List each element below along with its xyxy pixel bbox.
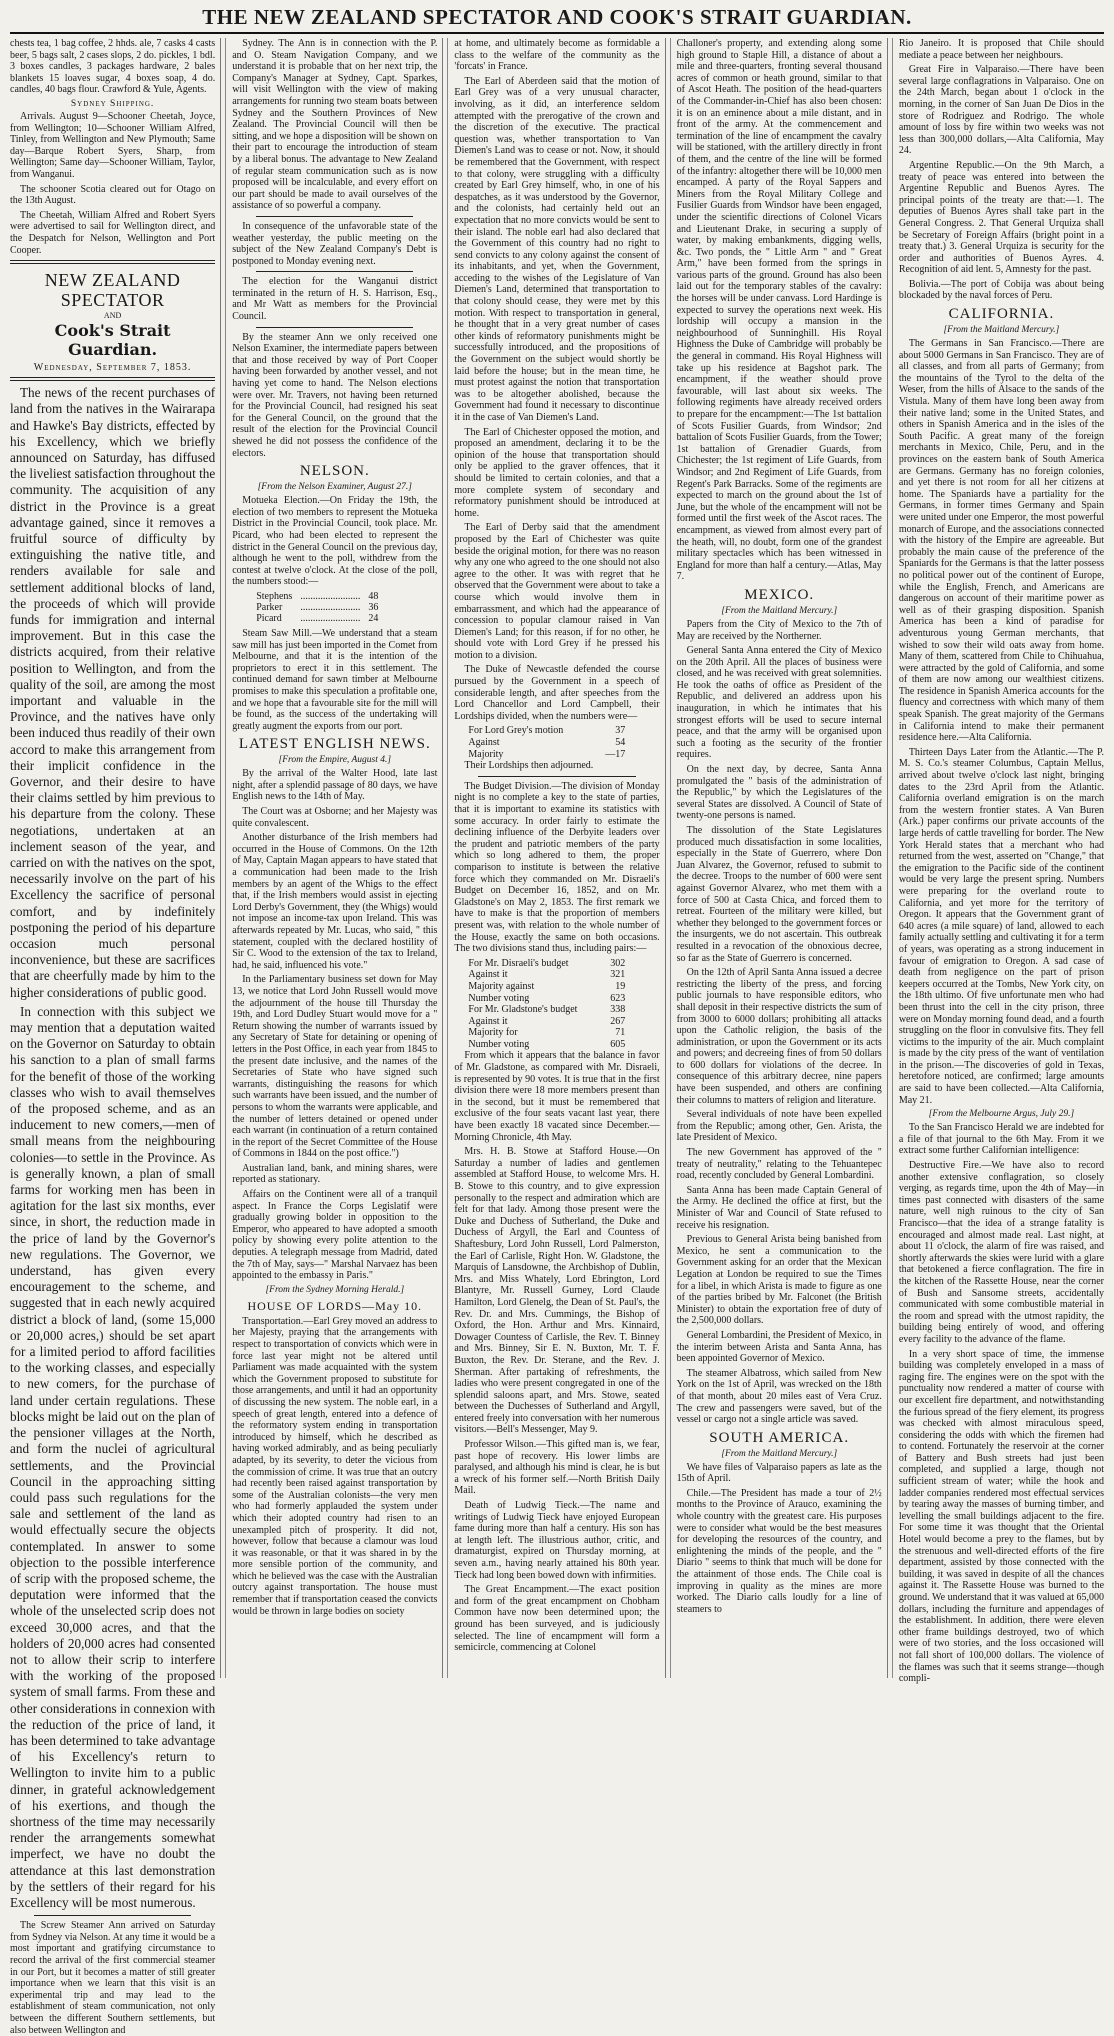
- article-paragraph: Affairs on the Continent were all of a tranquil aspect. In France the Corps Legislatif were gradually growing bolder in opposition to the Emperor, who appeared to have adopted a smooth policy by showing every polite attention to the deputies. A telegraph message from Madrid, dated the 7th of May, says—" Marshal Narvaez has been appointed to the embassy in Paris.": [232, 1189, 438, 1282]
- shipping-advertised: The Cheetah, William Alfred and Robert Syers were advertised to sail for Wellington direct, and the Despatch for Nelson, Wellington and Port Cooper.: [10, 209, 216, 256]
- shipping-arrivals: Arrivals. August 9—Schooner Cheetah, Joyce, from Wellington; 10—Schooner William Alfred, Tinley, from Wellington and New Plymouth; Same day—Barque Robert Syers, Sharp, from Wellington; Same day—Schooner William, Taylor, from Wanganui.: [10, 110, 216, 180]
- article-paragraph: From which it appears that the balance in favor of Mr. Gladstone, as compared with Mr. Disraeli, is represented by 90 votes. It is true that in the first division there were 18 more members present than in the second, but it must be remembered that exclusive of the four seats vacant last year, there have been exactly 18 vacated since December.—Morning Chronicle, 4th May.: [454, 1050, 660, 1143]
- article-paragraph: Death of Ludwig Tieck.—The name and writings of Ludwig Tieck have enjoyed European fame during more than half a century. His son has at length left. The illustrious author, critic, and dramaturgist, expired on Thursday morning, at seven a.m., having nearly attained his 80th year. Tieck had long been bowed down with infirmities.: [454, 1500, 660, 1581]
- poll-row: Parker ........................ 36: [252, 602, 382, 613]
- source-note: [From the Maitland Mercury.]: [943, 325, 1060, 336]
- article-paragraph: Sydney. The Ann is in connection with the P. and O. Steam Navigation Company, and we understand it is probable that on her next trip, the Company's Manager at Sydney, Capt. Sparkes, will visit Wellington with the view of making arrangements for running two steam boats between Sydney and the Southern Provinces of New Zealand. The Provincial Council will then be sitting, and we hope a disposition will be shown on their part to encourage the introduction of steam by a liberal bonus. The advantage to New Zealand of regular steam communication such as is now proposed will be incalculable, and every effort on our part should be made to avail ourselves of the assistance of so powerful a company.: [232, 38, 438, 212]
- paper-subtitle: Cook's Strait Guardian.: [54, 321, 171, 360]
- division-value: 338: [610, 1004, 626, 1016]
- article-paragraph: Australian land, bank, and mining shares, were reported as stationary.: [232, 1162, 438, 1186]
- article-paragraph: On the next day, by decree, Santa Anna promulgated the " basis of the administration of the Republic," by which the Legislatures of the several States are dissolved. A Council of State of twenty-one persons is named.: [676, 764, 882, 822]
- candidate-name: Parker: [256, 601, 283, 613]
- article-paragraph: Professor Wilson.—This gifted man is, we fear, past hope of recovery. His lower limbs are paralysed, and although his mind is clear, he is but a wreck of his former self.—North British Daily Mail.: [454, 1439, 660, 1497]
- source-note: [From the Empire, August 4.]: [278, 755, 392, 766]
- article-paragraph: Chile.—The President has made a tour of 2½ months to the Province of Arauco, examining the whole country with the greatest care. His purposes were to consider what would be the best measures for developing the resources of the country, and enlightening the minds of the people, and the " Diario " seems to think that much will be done for the attainment of those ends. The Chile coal is improving in quality as the mines are more worked. The Diario calls loudly for a line of steamers to: [676, 1487, 882, 1615]
- divider: [10, 377, 215, 381]
- article-paragraph: The Great Encampment.—The exact position and form of the great encampment on Chobham Common have now been determined upon; the ground has been surveyed, and is judiciously selected. The line of encampment will form a semicircle, commencing at Colonel: [454, 1584, 660, 1654]
- poll-row: Picard ........................ 24: [252, 613, 382, 624]
- division-row: [468, 969, 625, 981]
- article-paragraph: The Court was at Osborne; and her Majesty was quite convalescent.: [232, 806, 438, 829]
- article-paragraph: By the arrival of the Walter Hood, late last night, after a splendid passage of 80 days, we have English news to the 14th of May.: [232, 768, 438, 803]
- division-row: [468, 1039, 625, 1051]
- division-label: Against: [468, 737, 500, 749]
- candidate-votes: 24: [368, 612, 379, 624]
- division-row: [468, 737, 625, 749]
- shipping-heading: Sydney Shipping.: [70, 98, 155, 109]
- column-1: [10, 38, 216, 2036]
- division-label: For Mr. Disraeli's budget: [468, 957, 569, 969]
- article-paragraph: Previous to General Arista being banished from Mexico, he sent a communication to the Government asking for an order that the Mexican Legation at London be required to sue the Times for a libel, in which Arista is made to figure as one of the parties bribed by Mr. Falconet (the British Minister) to obtain the exportation free of duty of the 2,500,000 dollars.: [676, 1234, 882, 1327]
- divider: [34, 1915, 191, 1916]
- division-label: Against it: [468, 1015, 508, 1027]
- columns: [10, 38, 1105, 2036]
- column-2: [225, 38, 437, 1678]
- article-paragraph: Challoner's property, and extending along some high ground to Staple Hill, a distance of about a mile and three-quarters, fronting several thousand acres of common or heath ground, similar to that of Ascot Heath. The position of the head-quarters of the Commander-in-Chief has also been chosen: it is on an eminence about a mile distant, and in front of the army. At the commencement and termination of the line of encampment the cavalry will be stationed, with the artillery directly in front of them, and the centre of the line will be formed of the infantry: altogether there will be 10,000 men encamped. A party of the Royal Sappers and Miners from the Royal Military College and Fusilier Guards from Windsor have been engaged, under the scientific directions of Colonel Vicars and Lieutenant Drake, in securing a supply of water, by making embankments, digging wells, &c. Two ponds, the " Little Arm " and " Great Arm," have been formed from the springs in various parts of the ground. Ground has also been laid out for the temporary stables of the cavalry: the horses will be under canvass. Lord Hardinge is expected to survey the operations next week. His lordship will occupy a mansion in the neighbourhood of Sunninghill. His Royal Highness the Duke of Cambridge will probably be the general in command. His Royal Highness will take up his residence at Bagshot park. The encampment, if the weather should prove favourable, will last about six weeks. The following regiments have already received orders to prepare for the encampment:—The 1st battalion of Scots Fusilier Guards, from Windsor; 2nd battalion of Scots Fusilier Guards, from the Tower; 1st battalion of Grenadier Guards, from Chichester; the 1st regiment of Life Guards, from Windsor; and 2nd Regiment of Life Guards, from Regent's Park Barracks. Some of the regiments are expected to march on the ground about the 1st of June, but the whole of the encampment will not be formed until the first week of the Ascot races. The encampment, as viewed from almost every part of the heath, will, no doubt, form one of the grandest military spectacles which has been witnessed in England for more than half a century.—Atlas, May 7.: [676, 38, 882, 583]
- article-paragraph: The Earl of Derby said that the amendment proposed by the Earl of Chichester was quite beside the original motion, for there was no reason why any one who agreed to the one should not also agree to the other. It was with regret that he observed that the Government were about to take a course which would involve them in embarrassment, and which had the appearance of concession to popular clamour raised in Van Diemen's Land; for this reason, if for no other, he should vote with Lord Grey if he pressed his motion to a division.: [454, 522, 660, 661]
- article-paragraph: Papers from the City of Mexico to the 7th of May are received by the Northerner.: [676, 618, 882, 642]
- section-title-mexico: MEXICO.: [744, 586, 815, 603]
- article-paragraph: The Budget Division.—The division of Monday night is no complete a key to the state of parties, that it is important to examine its statistics with some accuracy. In order fairly to estimate the declining influence of the Derbyite leaders over the prudent and patriotic members of the party which so long adhered to them, the proper comparison to institute is between the relative force which they commanded on Mr. Disraeli's Budget on December 16, 1852, and on Mr. Gladstone's on May 2, 1853. The first remark we have to make is that the proportion of members present was, with relation to the whole number of the House, exactly the same on both occasions. The two divisions stand thus, including pairs:—: [454, 780, 660, 955]
- division-row: [468, 993, 625, 1005]
- divider: [256, 327, 413, 328]
- division-value: 54: [615, 737, 626, 749]
- section-title-south-america: SOUTH AMERICA.: [709, 1429, 850, 1446]
- division-label: Majority against: [468, 980, 535, 992]
- source-note: [From the Melbourne Argus, July 29.]: [928, 1109, 1075, 1120]
- editorial-paragraph: In connection with this subject we may mention that a deputation waited on the Governor on Saturday to obtain his sanction to a plan of small farms for the benefit of those of the working classes who wish to avail themselves of the proposed scheme, and as an inducement to new comers,—men of small means from the neighbouring colonies—to settle in the Province. As is generally known, a plan of small farms for working men has been in agitation for the last six months, ever since, in short, the reduction made in the price of land by the Governor's new regulations. The Governor, we understand, has given every encouragement to the scheme, and suggested that in each newly acquired district a block of land, (some 15,000 or 20,000 acres,) should be set apart for a limited period to afford facilities to the working classes, and especially to new comers, for the purchase of land under certain regulations. These blocks might be laid out on the plan of the pensioner villages at the North, and form the nuclei of agricultural settlements, and the Provincial Council in the approaching sitting could pass such regulations for the sale and settlement of the land as would effectually secure the objects contemplated. In answer to some objection to the possible interference of scrip with the proposed scheme, the deputation were informed that the whole of the unselected scrip does not exceed 30,000 acres, and that the holders of 20,000 acres had consented not to allow their scrip to interfere with the working of the proposed system of small farms. From these and other considerations in connexion with the reduction of the price of land, it has been determined to take advantage of his Excellency's return to Wellington to invite him to a public dinner, in grateful acknowledgement of his exertions, and though the shortness of the time may necessarily render the arrangements somewhat imperfect, we have no doubt the attendance at this last demonstration by the settlers of their regard for his Excellency will be most numerous.: [10, 1003, 216, 1910]
- division-value: 71: [615, 1027, 626, 1039]
- section-title-latest-news: LATEST ENGLISH NEWS.: [238, 736, 431, 753]
- article-paragraph: We have files of Valparaiso papers as late as the 15th of April.: [676, 1461, 882, 1485]
- divider: [256, 271, 413, 272]
- article-paragraph: To the San Francisco Herald we are indebted for a file of that journal to the 6th May. From it we extract some further Californian intelligence:: [898, 1122, 1105, 1157]
- section-title-california: CALIFORNIA.: [948, 306, 1055, 323]
- division-value: 37: [615, 725, 626, 737]
- article-paragraph: Steam Saw Mill.—We understand that a steam saw mill has just been imported in the Comet from Melbourne, and that it is the intention of the proprietors to erect it in this settlement. The continued demand for sawn timber at Melbourne promises to make this speculation a profitable one, and we hope that a favourable site for the mill will be found, as the success of the undertaking will greatly augment the exports from our port.: [232, 627, 438, 732]
- article-paragraph: In the Parliamentary business set down for May 13, we notice that Lord John Russell would move the adjournment of the house till Thursday the 19th, and Lord Dudley Stuart would move for a " Return showing the number of warrants issued by any Secretary of State for detaining or opening of letters in the Post Office, in each year from 1845 to the present date inclusive, and the names of the Secretaries of State who have signed such warrants, distinguishing the reasons for which such warrants have been issued, and the number of persons to whom the warrants were applicable, and the number of letters detained or opened under each warrant (in continuation of a return contained in the report of the Secret Committee of the House of Commons in 1844 on the post office."): [232, 974, 438, 1160]
- poll-row: Stephens ........................ 48: [252, 591, 382, 602]
- divider: [478, 776, 635, 777]
- article-paragraph: Transportation.—Earl Grey moved an address to her Majesty, praying that the arrangements with respect to transportation of convicts which were in force last year might not be altered until Parliament was made acquainted with the system which the Government proposed to substitute for those arrangements, and until it had an opportunity of discussing the new system. The noble earl, in a speech of great length, entered into a defence of the reformatory system ending in transportation introduced by himself, which he described as having worked admirably, and as being peculiarly adapted, by its severity, to deter the vicious from the commission of crime. It was true that an outcry had recently been raised against transportation by some of the Australian colonists—the very men who had formerly applauded the system under which their adopted country had risen to an unexampled pitch of prosperity. It did not, however, follow that because a clamour was loud it was reasonable, or that it was shared in by the more sensible portion of the community, and which he believed was the case with the Australian outcry against transportation. The house must remember that if transportation ceased the convicts would be thrown in large bodies on society: [232, 1315, 438, 1617]
- article-paragraph: The new Government has approved of the " treaty of neutrality," relating to the Tehuantepec road, recently concluded by General Lombardini.: [676, 1147, 882, 1182]
- masthead: THE NEW ZEALAND SPECTATOR AND COOK'S STRAIT GUARDIAN.: [10, 4, 1104, 34]
- article-paragraph: Great Fire in Valparaiso.—There have been several large conflagrations in Valparaiso. One on the 24th March, began about 1 o'clock in the morning, in the corner of San Juan De Dios in the store of Rodriguez and Rodrigo. The whole amount of loss by fire within two weeks was not less than 300,000 dollars,—Alta California, May 24.: [898, 64, 1105, 157]
- division-value: 302: [610, 957, 626, 969]
- divider: [256, 216, 413, 217]
- section-title-house-of-lords: HOUSE OF LORDS—May 10.: [247, 1298, 423, 1313]
- source-note: [From the Nelson Examiner, August 27.]: [257, 482, 412, 493]
- article-paragraph: Their Lordships then adjourned.: [464, 760, 594, 772]
- division-row: [468, 1027, 625, 1039]
- division-value: 19: [615, 980, 626, 992]
- division-label: Number voting: [468, 992, 530, 1004]
- article-paragraph: Argentine Republic.—On the 9th March, a treaty of peace was entered into between the Argentine Republic and Buenos Ayres. The principal points of the treaty are that:—1. The deputies of Buenos Ayres shall take part in the General Congress. 2. That General Urquiza shall be Secretary of Foreign Affairs (bright point in a treaty that.) 3. General Urquiza is security for the order and authorities of Buenos Ayres. 4. Recognition of aid lent. 5, Amnesty for the past.: [898, 159, 1105, 276]
- article-paragraph: Several individuals of note have been expelled from the Republic; among other, Gen. Arista, the late President of Mexico.: [676, 1109, 882, 1144]
- article-paragraph: The election for the Wanganui district terminated in the return of H. S. Harrison, Esq., and Mr Watt as members for the Provincial Council.: [232, 276, 438, 323]
- candidate-name: Stephens: [256, 590, 293, 602]
- article-paragraph: The Germans in San Francisco.—There are about 5000 Germans in San Francisco. They are of all classes, and from all parts of Germany; from the mountains of the Tyrol to the delta of the Weser, from the hills of Alsace to the sands of the Vistula. Many of them have long been away from their native land; some in the United States, and others in Spanish America and in the isles of the South Pacific. A great many of the foreign merchants in Mexico, Chile, Peru, and in the provinces on the eastern bank of South America are Germans. Germany has no foreign colonies, and yet there is not room for all her citizens at home. The Spaniards have a partiality for the Germans, in former times Germany and Spain were united under one Emperor, the most powerful monarch of Europe, and the associations connected with the history of the Empire are agreeable. But probably the main cause of the preference of the Spaniards for the Germans is that the latter possess no political power out of the continent of Europe, while the English, French, and Americans are dangerous on account of their maritime power as well as of their grasping disposition. Spanish America has been a kind of paradise for adventurous young German merchants, that wished to sow their wild oats away from home. Many of them, scattered from Chile to Chihuahua, were attracted by the gold of California, and some of them are now among our wealthiest citizens. The residence in Spanish America accounts for the fluency and correctness with which many of them speak Spanish. The great majority of the Germans in California intend to make their permanent residence here.—Alta California.: [898, 338, 1105, 744]
- dateline: Wednesday, September 7, 1853.: [33, 362, 192, 374]
- division-row: [468, 958, 625, 970]
- article-paragraph: Another disturbance of the Irish members had occurred in the House of Commons. On the 12th of May, Captain Magan appears to have stated that a communication had been made to the Irish members by an agent of the Whigs to the effect that, if the Irish members would assist in ejecting Lord Derby's Government, they (the Whigs) would not impose an income-tax upon Ireland. This was afterwards repeated by Mr. Lucas, who said, " this statement, coupled with the declared hostility of Sir C. Wood to the extension of the tax to Ireland, had, he said, influenced his vote.": [232, 832, 438, 971]
- division-value: 267: [610, 1015, 626, 1027]
- paper-name: NEW ZEALAND SPECTATOR: [44, 270, 181, 311]
- article-paragraph: Mrs. H. B. Stowe at Stafford House.—On Saturday a number of ladies and gentlemen assembled at Stafford House, to welcome Mrs. H. B. Stowe to this country, and to give expression personally to the respect and admiration which are felt for that lady. Among those present were the Duke and Duchess of Sutherland, the Duke and Duchess of Argyll, the Earl and Countess of Shaftesbury, Lord John Russell, Lord Palmerston, the Earl of Carlisle, Right Hon. W. Gladstone, the Marquis of Lansdowne, the Archbishop of Dublin, Mrs. and Miss Whately, Lord Ebrington, Lord Blantyre, Mr. Russell Gurney, Lord Claude Hamilton, Lord Glenelg, the Dean of St. Paul's, the Rev. Dr. and Mrs. Cummings, the Bishop of Oxford, the Hon. Arthur and Mrs. Kinnaird, Dowager Countess of Carlisle, the Rev. T. Binney and Mrs. Binney, Sir E. N. Buxton, Mr. T. F. Buxton, the Rev. Dr. Sterane, and the Rev. J. Sherman. After partaking of refreshments, the ladies who were present congregated in one of the splendid saloons apart, and Mrs. Stowe, seated between the Duchesses of Sutherland and Argyll, entered freely into conversation with her numerous visitors.—Bell's Messenger, May 9.: [454, 1146, 660, 1436]
- division-label: Number voting: [468, 1038, 530, 1050]
- shipping-cleared: The schooner Scotia cleared out for Otago on the 13th August.: [10, 183, 216, 207]
- article-paragraph: at home, and ultimately become as formidable a class to the welfare of the community as the 'forcats' in France.: [454, 38, 660, 73]
- article-paragraph: Motueka Election.—On Friday the 19th, the election of two members to represent the Motueka District in the Provincial Council, took place. Mr. Picard, who had been elected to represent the district in the General Council on the previous day, although he went to the poll, withdrew from the contest at twelve o'clock. At the close of the poll, the numbers stood:—: [232, 495, 438, 588]
- division-label: For Mr. Gladstone's budget: [468, 1004, 578, 1016]
- division-row: [468, 749, 625, 761]
- paper-and: AND: [103, 311, 122, 321]
- steamer-ann-article: The Screw Steamer Ann arrived on Saturday from Sydney via Nelson. At any time it would be a most important and gratifying circumstance to record the arrival of the first commercial steamer in our Port, but it becomes a matter of still greater importance when we learn that this visit is an experimental trip and may lead to the establishment of steam communication, not only between the different Southern settlements, but also between Wellington and: [10, 1920, 216, 2036]
- article-paragraph: The Earl of Chichester opposed the motion, and proposed an amendment, declaring it to be the opinion of the house that transportation should only be applied to the graver offences, that it should be limited to certain colonies, and that a more complete system of secondary and reformatory punishment should be introduced at home.: [454, 426, 660, 519]
- section-title-nelson: NELSON.: [299, 463, 370, 480]
- candidate-name: Picard: [256, 612, 282, 624]
- article-paragraph: General Santa Anna entered the City of Mexico on the 20th April. All the places of business were closed, and he was received with great solemnities. He took the oaths of office as President of the Republic, and delivered an address upon his inauguration, in which he intimates that his strongest efforts will be used to secure internal peace, and that the army will be organised upon such a footing as the security of the frontier requires.: [676, 645, 882, 761]
- article-paragraph: The dissolution of the State Legislatures produced much dissatisfaction in some localities, especially in the State of Guerrero, where Don Juan Alvarez, the Governor, refused to submit to the decree. Troops to the number of 600 were sent against Governor Alvarez, who met them with a force of 500 at Casta Chica, and forced them to retreat. Fourteen of the military were killed, but whether they belonged to the government forces or the insurgents, we do not ascertain. This outbreak resulted in a revocation of the obnoxious decree, so far as the State of Guerrero is concerned.: [676, 825, 882, 964]
- division-label: For Lord Grey's motion: [468, 725, 564, 737]
- article-paragraph: In a very short space of time, the immense building was completely enveloped in a mass of raging fire. The engines were on the spot with the punctuality now rendered a matter of course with our excellent fire department, and notwithstanding the furious spread of the fiery element, its progress was checked with almost miraculous speed, considering the odds with which the firemen had to contend. Fortunately the reservoir at the corner of Battery and Bush streets had just been completed, and supplied a large, though not sufficient stream of water; while the hook and ladder companies rendered most effectual services by tearing away the masses of burning timber, and levelling the small buildings adjacent to the fire. For some time it was thought that the Oriental Hotel would become a prey to the flames, but by the strenuous and well-directed efforts of the fire department, assisted by those connected with the building, it was saved in despite of all the chances against it. The Rassette House was burned to the ground. We understand that it was valued at 65,000 dollars, including the furniture and appendages of the establishment. In addition, there were eleven other frame buildings destroyed, two of which were of two stories, and the loss occasioned will not fall short of 100,000 dollars. The violence of the flames was such that it seems strange—though compli-: [898, 1348, 1105, 1685]
- column-5: [892, 38, 1105, 1685]
- article-paragraph: Santa Anna has been made Captain General of the Army. He declined the office at first, but the Minister of War and Council of State refused to receive his resignation.: [676, 1184, 882, 1231]
- article-paragraph: Rio Janeiro. It is proposed that Chile should mediate a peace between her neighbours.: [898, 38, 1105, 61]
- article-paragraph: Destructive Fire.—We have also to record another extensive conflagration, so closely verging, as regards time, upon the 4th of May—in times past connected with disasters of the same nature, well nigh ruinous to the city of San Francisco—that the idea of a strange fatality is encouraged and almost made real. Last night, at about 11 o'clock, the alarm of fire was raised, and shortly afterwards the skies were lurid with a glare that betokened a fierce conflagration. The fire in the kitchen of the Rassette House, near the corner of Bush and Sansome streets, accidentally communicated with some combustible material in the room and spread with the utmost rapidity, the building being entirely of wood, and offering every facility to the advance of the flame.: [898, 1160, 1105, 1345]
- article-paragraph: In consequence of the unfavorable state of the weather yesterday, the public meeting on the subject of the New Zealand Company's Debt is postponed to Monday evening next.: [232, 220, 438, 267]
- article-paragraph: General Lombardini, the President of Mexico, in the interim between Arista and Santa Anna, has been appointed Governor of Mexico.: [676, 1329, 882, 1365]
- article-paragraph: Thirteen Days Later from the Atlantic.—The P. M. S. Co.'s steamer Columbus, Captain Mellus, arrived about twelve o'clock last night, bringing dates to the 23rd April from the Atlantic. California overland emigration is on the march from the western frontier states. A Van Buren (Ark.) paper confirms our private accounts of the large herds of cattle travelling for border. The New York Herald states that a merchant who had returned from the west, asserted on "Change," that the emigration to the Pacific side of the continent would be very large the present spring. Numbers were preparing for the overland route to California, and yet more for the territory of Oregon. It appears that the Government grant of 640 acres (a mile square) of land, allowed to each family actually settling and cultivating it for a term of years, was operating as a strong inducement in favour of emigration to Oregon. A sad case of death from negligence on the part of prison keepers occurred at the Tombs, New York city, on the 18th ultimo. Of five unfortunate men who had been thrust into the cell in the city prison, three were on Monday morning found dead, and a fourth struggling on the floor in convulsive fits. They fell victims to the impurity of the air. Much complaint is made by the city press of the want of ventilation in the prison.—The discoveries of gold in Texas, heretofore noticed, are confirmed; large amounts are said to have been collected.—Alta California, May 21.: [898, 746, 1105, 1106]
- imports-list: chests tea, 1 bag coffee, 2 hhds. ale, 7 casks 4 casts beer, 5 bags salt, 2 cases slops, 2 do. pickles, 1 bdl. 3 boxes candles, 3 packages hardware, 2 bales blankets 15 loaves sugar, 4 boxes soap, 4 do. candles, 40 bags flour. Crawford & Yule, Agents.: [10, 38, 216, 96]
- division-value: —17: [605, 748, 626, 760]
- division-row: [468, 725, 625, 737]
- division-label: Majority: [468, 748, 504, 760]
- editorial-paragraph: The news of the recent purchases of land from the natives in the Wairarapa and Hawke's Bay districts, effected by his Excellency, which we briefly announced on Saturday, has diffused the liveliest satisfaction throughout the community. The acquisition of any district in the Province is a great advantage gained, since it removes a fruitful source of difficulty by extinguishing the native title, and renders available for sale and settlement additional blocks of land, the proceeds of which will provide funds for immigration and internal improvement. But in this case the districts acquired, from their relative position to Wellington, and from the quality of the soil, are among the most important and valuable in the Province, and the natives have only been induced thus readily of their own accord to make this arrangement from their implicit confidence in the Governor, and their desire to have their claims settled by him previous to his departure from the colony. These negotiations, undertaken at an inclement season of the year, and carried on with the natives on the spot, necessarily involve on the part of his Excellency the sacrifice of personal comfort, and by indefinitely postponing the period of his departure occasion much personal inconvenience, but these are sacrifices that are cheerfully made by him to the higher considerations of public good.: [10, 385, 216, 1000]
- article-paragraph: On the 12th of April Santa Anna issued a decree restricting the liberty of the press, and forcing public journals to have responsible editors, who shall deposit in their respective districts the sum of from 3000 to 6000 dollars; prohibiting all attacks upon the Catholic religion, the basis of the administration, or upon the Government or its acts and powers; and decreeing fines of from 50 dollars to 600 dollars for violations of the decree. In consequence of this arbitrary decree, nine papers have been suspended, and others are confining their columns to matters of religion and literature.: [676, 967, 882, 1106]
- article-paragraph: Bolivia.—The port of Cobija was about being blockaded by the naval forces of Peru.: [898, 278, 1105, 302]
- division-results: [468, 725, 659, 760]
- division-value: 623: [610, 992, 626, 1004]
- candidate-votes: 48: [368, 590, 379, 602]
- source-note: [From the Maitland Mercury.]: [721, 1448, 838, 1459]
- division-value: 605: [610, 1038, 626, 1050]
- candidate-votes: 36: [368, 601, 379, 613]
- source-note: [From the Maitland Mercury.]: [721, 605, 838, 616]
- column-3: [447, 38, 659, 1678]
- column-4: [670, 38, 882, 1678]
- article-paragraph: The steamer Albatross, which sailed from New York on the 1st of April, was wrecked on the 18th of that month, about 20 miles east of Vera Cruz. The crew and passengers were saved, but of the vessel or cargo not a single article was saved.: [676, 1367, 882, 1426]
- division-row: [468, 1016, 625, 1028]
- poll-results: [252, 591, 382, 624]
- division-row: [468, 1004, 625, 1016]
- source-note: [From the Sydney Morning Herald.]: [265, 1284, 405, 1295]
- division-value: 321: [610, 969, 626, 981]
- divider: [10, 260, 215, 264]
- division-row: [468, 981, 625, 993]
- division-label: Majority for: [468, 1027, 518, 1039]
- division-label: Against it: [468, 969, 508, 981]
- article-paragraph: The Duke of Newcastle defended the course pursued by the Government in a speech of considerable length, and after speeches from the Lord Chancellor and Lord Campbell, their Lordships divided, when the numbers were—: [454, 664, 660, 722]
- article-paragraph: The Earl of Aberdeen said that the motion of Earl Grey was of a very unusual character, involving, as it did, an interference seldom attempted with the prerogative of the crown and the discretion of the executive. The practical question was, whether transportation to Van Diemen's Land was to cease or not. Now, it should be remembered that the Government, with respect to that colony, were struggling with a difficulty created by Earl Grey himself, who, in one of his despatches, as it was understood by the Governor, and the colonists, had certainly held out an expectation that no more convicts would be sent to their island. The noble earl had also declared that the Government of this country had no right to send convicts to any colony against the consent of its inhabitants, and yet, when the Government, acceding to the wishes of the Legislature of Van Diemen's Land, determined that transportation to that colony should cease, they were met by this motion. With respect to transportation in general, he thought that in a very great number of cases other kinds of reformatory punishments might be successfully introduced, and the propositions of the Government on the subject would shortly be laid before the house; but in the mean time, he must protest against the notion that transportation was to be altogether abolished, because the Government had found it necessary to discontinue it in the case of Van Diemen's Land.: [454, 75, 660, 423]
- budget-division: [468, 958, 659, 1051]
- article-paragraph: By the steamer Ann we only received one Nelson Examiner, the intermediate papers between that and those received by way of Port Cooper having been forwarded by another vessel, and not having yet come to hand. The Nelson elections were over. Mr. Travers, not having been returned for the Provincial Council, had resigned his seat for the General Council, on the ground that the result of the election for the Provincial Council shewed he did not possess the confidence of the electors.: [232, 331, 438, 459]
